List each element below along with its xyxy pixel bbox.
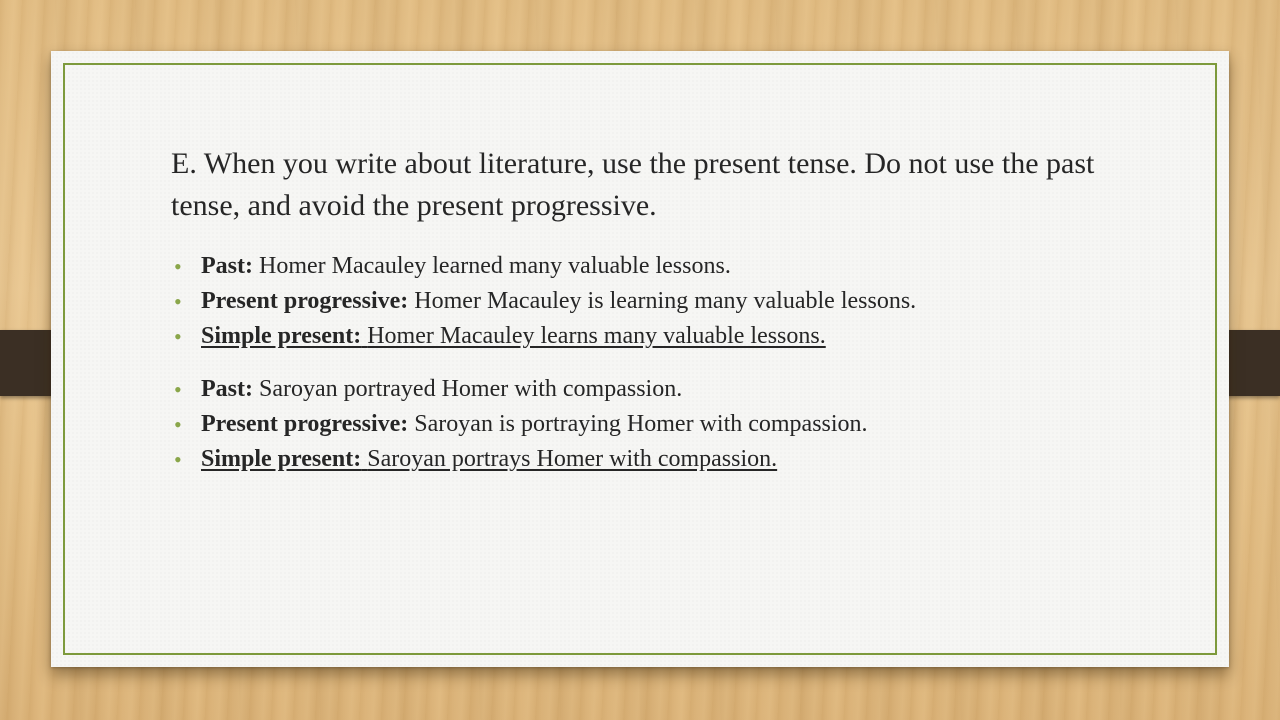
- bullet-icon: •: [174, 447, 182, 472]
- item-label: Present progressive:: [201, 288, 409, 314]
- item-label: Simple present:: [201, 323, 362, 349]
- item-text: Homer Macauley learns many valuable lessons.: [367, 323, 826, 349]
- example-list-homer: [171, 249, 1131, 354]
- item-label: Present progressive:: [201, 411, 409, 437]
- list-item: [171, 442, 1131, 477]
- list-item: [171, 372, 1131, 407]
- bullet-icon: •: [174, 324, 182, 349]
- item-text: Homer Macauley is learning many valuable lessons.: [414, 288, 917, 314]
- item-label: Past:: [201, 253, 253, 279]
- item-text: Saroyan portrayed Homer with compassion.: [258, 376, 683, 402]
- bullet-icon: •: [174, 377, 182, 402]
- item-text: Saroyan is portraying Homer with compassion.: [414, 411, 868, 437]
- list-item: [171, 319, 1131, 354]
- list-item: [171, 407, 1131, 442]
- item-label: Past:: [201, 376, 253, 402]
- item-label: Simple present:: [201, 446, 362, 472]
- example-list-saroyan: [171, 372, 1131, 477]
- bullet-icon: •: [174, 254, 182, 279]
- slide-card: [51, 51, 1229, 667]
- slide-content: [171, 143, 1131, 477]
- bullet-icon: •: [174, 412, 182, 437]
- list-item: [171, 284, 1131, 319]
- item-text: Homer Macauley learned many valuable lessons.: [258, 253, 731, 279]
- bullet-icon: •: [174, 289, 182, 314]
- list-item: [171, 249, 1131, 284]
- item-text: Saroyan portrays Homer with compassion.: [367, 446, 778, 472]
- slide-heading: E. When you write about literature, use the present tense. Do not use the past tense, and avoid the present progressive.: [171, 147, 1095, 222]
